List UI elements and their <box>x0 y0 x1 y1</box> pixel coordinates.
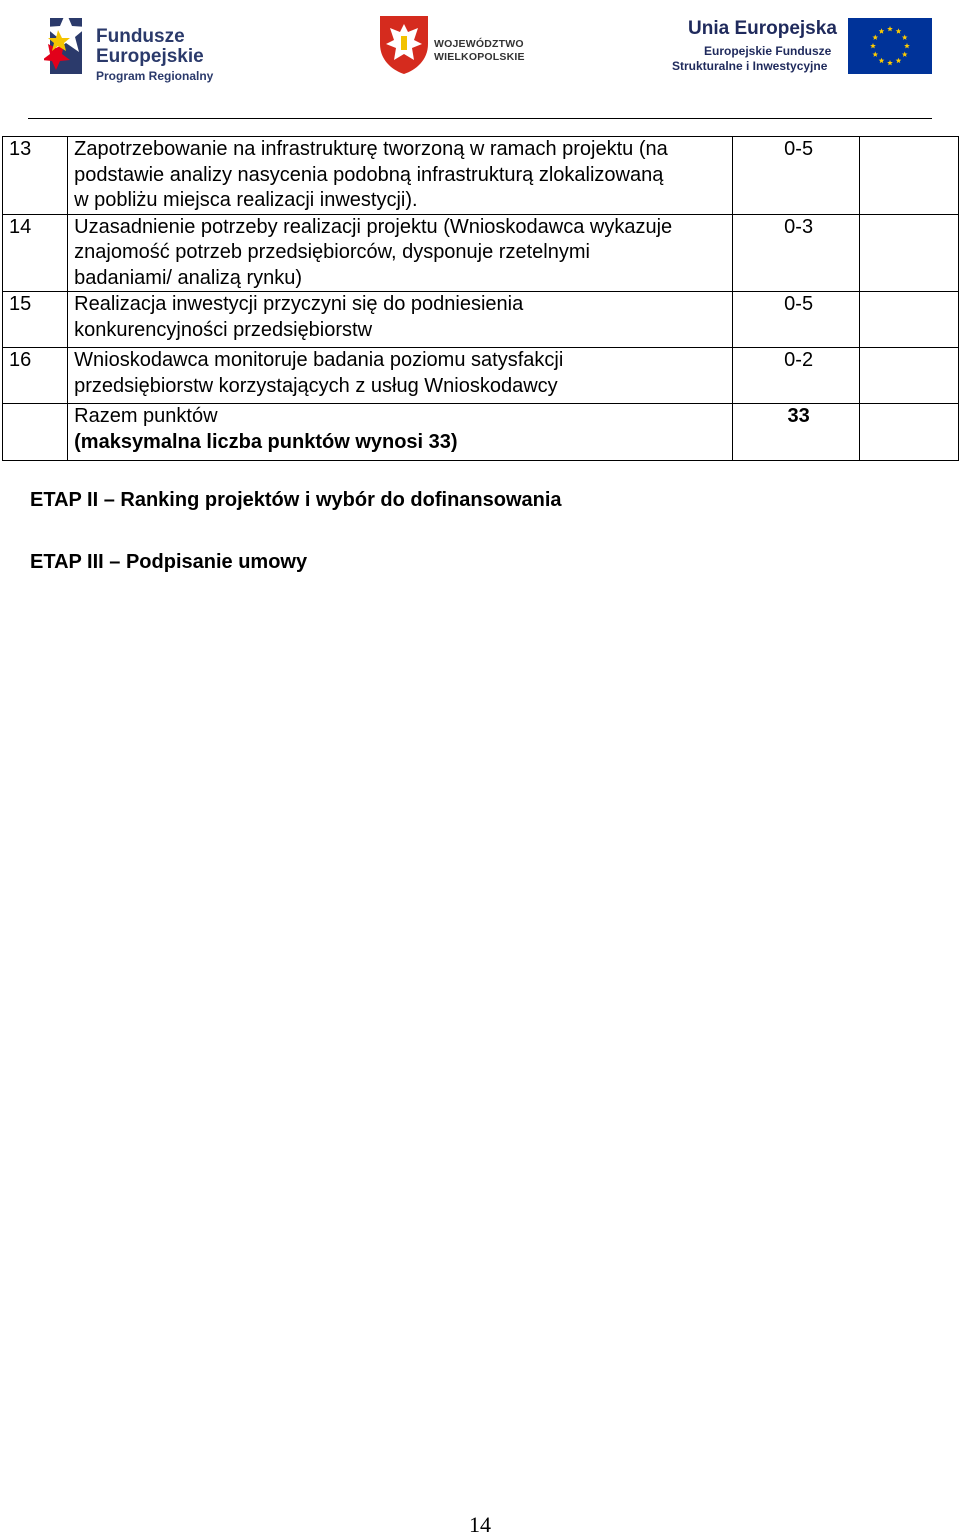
ww-logo-line2: WIELKOPOLSKIE <box>434 51 525 63</box>
stage-3-heading: ETAP III – Podpisanie umowy <box>30 551 308 573</box>
table-row <box>3 214 959 292</box>
row-score: 0-2 <box>732 348 859 404</box>
description-line: podstawie analizy nasycenia podobną infrastrukturą zlokalizowaną <box>74 163 664 186</box>
fe-logo-line1: Fundusze <box>96 26 185 47</box>
table-row <box>3 292 959 348</box>
description-line: Realizacja inwestycji przyczyni się do podniesienia <box>74 293 524 315</box>
total-score: 33 <box>732 404 859 461</box>
eagle-crest-icon <box>378 14 430 76</box>
row-description <box>68 214 732 292</box>
row-awarded-cell <box>859 214 958 292</box>
row-number: 16 <box>3 348 68 404</box>
description-line: Zapotrzebowanie na infrastrukturę tworzoną w ramach projektu (na <box>74 138 668 160</box>
description-line: konkurencyjności przedsiębiorstw <box>74 318 373 341</box>
row-number: 14 <box>3 214 68 292</box>
stage-2-heading: ETAP II – Ranking projektów i wybór do dofinansowania <box>30 489 562 511</box>
total-description <box>68 404 732 461</box>
row-awarded-cell <box>859 137 958 215</box>
ue-logo-line3: Strukturalne i Inwestycyjne <box>672 59 828 73</box>
description-line: Uzasadnienie potrzeby realizacji projektu (Wnioskodawca wykazuje <box>74 215 673 238</box>
ww-logo-line1: WOJEWÓDZTWO <box>434 38 524 50</box>
ue-logo-line2: Europejskie Fundusze <box>704 44 832 58</box>
row-score: 0-5 <box>732 292 859 348</box>
unia-europejska-logo <box>668 14 936 80</box>
table-row <box>3 137 959 215</box>
eu-flag-icon <box>848 18 932 74</box>
fe-stars-icon <box>44 10 88 78</box>
row-description <box>68 348 732 404</box>
description-line: badaniami/ analizą rynku) <box>74 266 303 289</box>
total-max-note: (maksymalna liczba punktów wynosi 33) <box>74 430 458 453</box>
row-number: 13 <box>3 137 68 215</box>
fe-logo-line2: Europejskie <box>96 46 204 67</box>
page-number: 14 <box>469 1512 491 1537</box>
total-awarded-cell <box>859 404 958 461</box>
row-description <box>68 137 732 215</box>
header-divider <box>28 118 932 119</box>
description-line: przedsiębiorstw korzystających z usług Wnioskodawcy <box>74 374 558 397</box>
table-row <box>3 348 959 404</box>
row-awarded-cell <box>859 292 958 348</box>
fundusze-europejskie-logo <box>44 10 244 83</box>
description-line: znajomość potrzeb przedsiębiorców, dysponuje rzetelnymi <box>74 241 590 263</box>
ue-logo-line1: Unia Europejska <box>688 18 837 39</box>
total-row <box>3 404 959 461</box>
fe-logo-line3: Program Regionalny <box>96 69 214 83</box>
criteria-table <box>2 136 959 461</box>
wojewodztwo-logo <box>378 14 538 78</box>
description-line: w pobliżu miejsca realizacji inwestycji). <box>74 189 418 211</box>
row-score: 0-5 <box>732 137 859 215</box>
row-score: 0-3 <box>732 214 859 292</box>
description-line: Wnioskodawca monitoruje badania poziomu satysfakcji <box>74 349 564 371</box>
row-description <box>68 292 732 348</box>
page-header <box>0 0 960 100</box>
row-awarded-cell <box>859 348 958 404</box>
row-number: 15 <box>3 292 68 348</box>
total-label: Razem punktów <box>74 405 218 427</box>
total-number-cell <box>3 404 68 461</box>
